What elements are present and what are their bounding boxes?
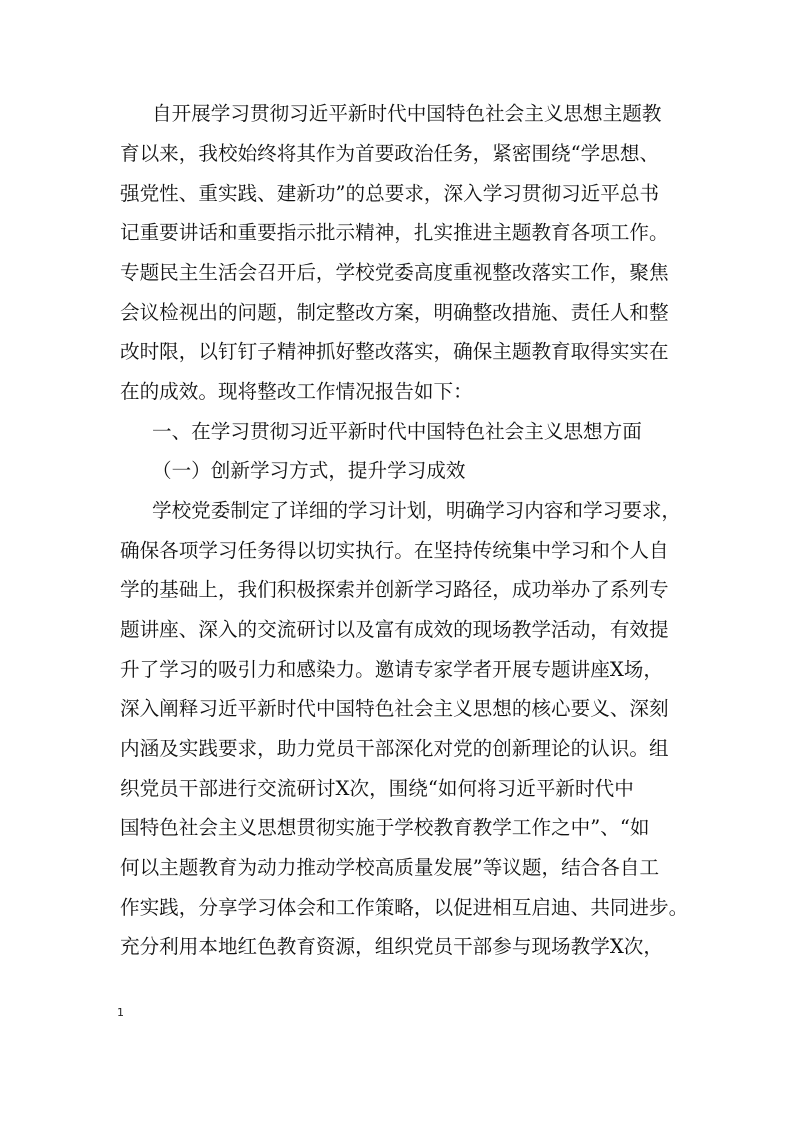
paragraph-2-line-6: 深入阐释习近平新时代中国特色社会主义思想的核心要义、深刻 xyxy=(120,697,669,720)
paragraph-2-line-12: 充分利用本地红色教育资源，组织党员干部参与现场教学X次， xyxy=(120,935,663,958)
paragraph-1-line-8: 在的成效。现将整改工作情况报告如下： xyxy=(120,380,473,403)
paragraph-1-line-3: 强党性、重实践、建新功”的总要求，深入学习贯彻习近平总书 xyxy=(120,182,660,205)
paragraph-1-line-2: 育以来，我校始终将其作为首要政治任务，紧密围绕“学思想、 xyxy=(120,142,660,165)
paragraph-2-line-3: 学的基础上，我们积极探索并创新学习路径，成功举办了系列专 xyxy=(120,578,669,601)
subsection-heading-1: （一）创新学习方式，提升学习成效 xyxy=(152,459,466,482)
paragraph-2-line-5: 升了学习的吸引力和感染力。邀请专家学者开展专题讲座X场， xyxy=(120,658,663,681)
paragraph-1-line-6: 会议检视出的问题，制定整改方案，明确整改措施、责任人和整 xyxy=(120,301,669,324)
paragraph-2-line-11: 作实践，分享学习体会和工作策略，以促进相互启迪、共同进步。 xyxy=(120,896,689,919)
paragraph-2-line-10: 何以主题教育为动力推动学校高质量发展”等议题，结合各自工 xyxy=(120,856,660,879)
paragraph-2-line-9: 国特色社会主义思想贯彻实施于学校教育教学工作之中”、“如 xyxy=(120,816,650,839)
paragraph-2-line-4: 题讲座、深入的交流研讨以及富有成效的现场教学活动，有效提 xyxy=(120,618,669,641)
paragraph-1-line-5: 专题民主生活会召开后，学校党委高度重视整改落实工作，聚焦 xyxy=(120,261,669,284)
paragraph-2-line-8: 织党员干部进行交流研讨X次，围绕“如何将习近平新时代中 xyxy=(120,777,634,800)
paragraph-1-line-4: 记重要讲话和重要指示批示精神，扎实推进主题教育各项工作。 xyxy=(120,221,669,244)
paragraph-2-line-1: 学校党委制定了详细的学习计划，明确学习内容和学习要求， xyxy=(152,499,682,522)
paragraph-1-line-7: 改时限，以钉钉子精神抓好整改落实，确保主题教育取得实实在 xyxy=(120,340,669,363)
paragraph-1-line-1: 自开展学习贯彻习近平新时代中国特色社会主义思想主题教 xyxy=(152,102,662,125)
paragraph-2-line-2: 确保各项学习任务得以切实执行。在坚持传统集中学习和个人自 xyxy=(120,539,669,562)
section-heading-1: 一、在学习贯彻习近平新时代中国特色社会主义思想方面 xyxy=(152,420,642,443)
paragraph-2-line-7: 内涵及实践要求，助力党员干部深化对党的创新理论的认识。组 xyxy=(120,737,669,760)
page-number: 1 xyxy=(117,1006,124,1019)
